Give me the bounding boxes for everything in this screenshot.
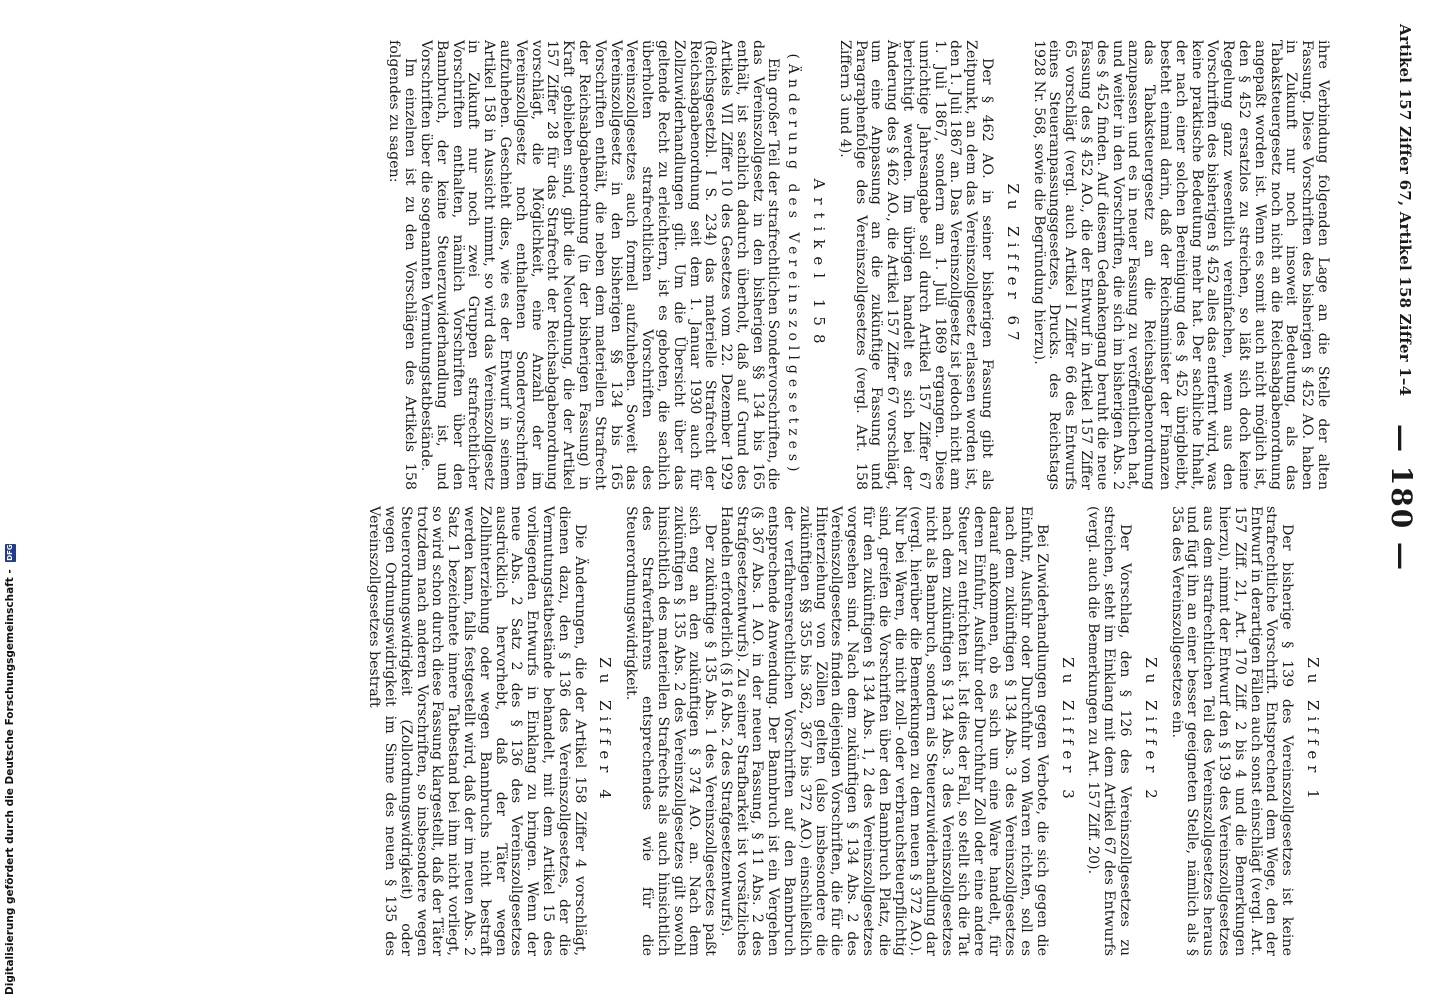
section-heading-ziffer-67: Zu Ziffer 67: [1003, 183, 1022, 347]
paragraph: Der Vorschlag, den § 126 des Vereinszollgesetzes zu streichen, steht im Einklang mit dem Artikel 67 des Entwurfs (vergl. auch die Bemerkungen zu Art. 157 Ziff. 20).: [1085, 506, 1134, 956]
digitization-credit: [2, 20, 20, 995]
paragraph: Der zukünftige § 135 Abs. 1 des Vereinszollgesetzes paßt sich eng an den zukünftigen § 374 AO. an. Nach dem zukünftigen § 135 Abs. 2 des Vereinszollgesetzes gilt sowohl hinsichtlich des materiellen Strafrechts als auch hinsichtlich des Strafverfahrens entsprechendes wie für die Steuerordnungswidrigkeit.: [623, 506, 719, 956]
paragraph: ihre Verbindung folgenden Lage an die Stelle der alten Fassung. Diese Vorschriften des bisherigen § 452 AO. haben in Zukunft nur noch insoweit Bedeutung, als das Tabaksteuergesetz noch nicht an die Reichsabgabenordnung angepaßt worden ist. Wenn es somit auch nicht möglich ist, den § 452 ersatzlos zu streichen, so läßt sich doch keine Regelung ganz wesentlich vereinfachen, wenn aus den Vorschriften des bisherigen § 452 alles das entfernt wird, was keine praktische Bedeutung mehr hat. Der sachliche Inhalt, der nach einer solchen Bereinigung des § 452 übrigbleibt, besteht einmal darin, daß der Reichsminister der Finanzen das Tabaksteuergesetz an die Reichsabgabenordnung anzupassen und es in neuer Fassung zu veröffentlichen hat, und weiter in den Vorschriften, die sich im bisherigen Abs. 2 des § 452 finden. Auf diesem Gedankengang beruht die neue Fassung des § 452 AO., die der Entwurf in Artikel 157 Ziffer 65 vorschlägt (vergl. auch Artikel I Ziffer 66 des Entwurfs eines Steueranpassungsgesetzes, Drucks. des Reichstags 1928 Nr. 568, sowie die Begründung hierzu).: [1030, 40, 1331, 490]
running-head: Artikel 157 Ziffer 67, Artikel 158 Ziffer 1–4: [1396, 24, 1414, 397]
left-column: [386, 40, 1330, 490]
paragraph: Bei Zuwiderhandlungen gegen Verbote, die sich gegen die Einfuhr, Ausfuhr oder Durchfuhr von Waren richten, soll es nach dem zukünftigen § 134 Abs. 3 des Vereinszollgesetzes darauf ankommen, ob es sich um eine Ware handelt, für deren Einfuhr, Ausfuhr oder Durchfuhr Zoll oder eine andere Steuer zu entrichten ist. Ist dies der Fall, so stellt sich die Tat nach dem zukünftigen § 134 Abs. 3 des Vereinszollgesetzes nicht als Bannbruch, sondern als Steuerzuwiderhandlung dar (vergl. hierüber die Bemerkungen zu dem neuen § 372 AO.). Nur bei Waren, die nicht zoll- oder verbrauchsteuerpflichtig sind, greifen die Vorschriften über den Bannbruch Platz, die für den zukünftigen § 134 Abs. 1, 2 des Vereinszollgesetzes vorgesehen sind. Nach dem zukünftigen § 134 Abs. 2 des Vereinszollgesetzes finden diejenigen Vorschriften, die für die Hinterziehung von Zöllen gelten (also insbesondere die zukünftigen §§ 355 bis 362, 367 bis 372 AO.) einschließlich der verfahrensrechtlichen Vorschriften auf den Bannbruch entsprechende Anwendung. Der Bannbruch ist ein Vergehen (§ 367 Abs. 1 AO. in der neuen Fassung, § 11 Abs. 2 des Strafgesetzentwurfs). Zu seiner Strafbarkeit ist vorsätzliches Handeln erforderlich (§ 16 Abs. 2 des Strafgesetzentwurfs).: [717, 506, 1050, 956]
section-heading-ziffer-2: Zu Ziffer 2: [1141, 657, 1160, 805]
paragraph: Die Änderungen, die der Artikel 158 Ziffer 4 vorschlägt, dienen dazu, den § 136 des Vereinszollgesetzes, der die Vermutungstatbestände behandelt, mit dem Artikel 15 des vorliegenden Entwurfs in Einklang zu bringen. Wenn der neue Abs. 2 Satz 2 des § 136 des Vereinszollgesetzes ausdrücklich hervorhebt, daß der Täter wegen Zollhinterziehung oder wegen Bannbruchs nicht bestraft werden kann, falls festgestellt wird, daß der im neuen Abs. 2 Satz 1 bezeichnete innere Tatbestand bei ihm nicht vorliegt, so wird schon durch diese Fassung klargestellt, daß der Täter trotzdem nach anderen Vorschriften, so insbesondere wegen Steuerordnungswidrigkeit (Zollordnungswidrigkeit) oder wegen Ordnungswidrigkeit im Sinne des neuen § 135 des Vereinszollgesetzes bestraft: [366, 506, 588, 956]
page-header: [1370, 16, 1418, 980]
right-column: [365, 506, 1330, 956]
paragraph: Der § 462 AO. in seiner bisherigen Fassung gibt als Zeitpunkt, an dem das Vereinszollgesetz erlassen worden ist, den 1. Juli 1867 an. Das Vereinszollgesetz ist jedoch nicht am 1. Juli 1867, sondern am 1. Juli 1869 ergangen. Diese unrichtige Jahresangabe soll durch Artikel 157 Ziffer 67 berichtigt werden. Im übrigen handelt es sich bei der Änderung des § 462 AO., die Artikel 157 Ziffer 67 vorschlägt, um eine Anpassung an die zukünftige Fassung und Paragraphenfolge des Vereinszollgesetzes (vergl. Art. 158 Ziffern 3 und 4).: [836, 40, 996, 490]
section-heading-ziffer-1: Zu Ziffer 1: [1304, 657, 1322, 805]
paragraph: Im einzelnen ist zu den Vorschlägen des Artikels 158 folgendes zu sagen:: [386, 40, 419, 490]
page-number: — 180 —: [1385, 424, 1418, 572]
section-subheading: (Änderung des Vereinszollgesetzes): [785, 53, 802, 477]
paragraph: Der bisherige § 139 des Vereinszollgesetzes ist keine strafrechtliche Vorschrift. Entsprechend dem Wege, den der Entwurf in derartigen Fällen auch sonst einschlägt (vergl. Art. 157 Ziff. 21, Art. 170 Ziff. 2 bis 4 und die Bemerkungen hierzu), nimmt der Entwurf den § 139 des Vereinszollgesetzes aus dem strafrechtlichen Teil des Vereinszollgesetzes heraus und fügt ihn an einer besser geeigneten Stelle, nämlich als § 35a des Vereinszollgesetzes ein.: [1168, 506, 1296, 956]
credit-text: Digitalisierung gefördert durch die Deutsche Forschungsgemeinschaft -: [4, 569, 16, 995]
section-heading-artikel-158: Artikel 158: [810, 178, 829, 352]
section-heading-ziffer-4: Zu Ziffer 4: [596, 657, 615, 805]
paragraph: Ein großer Teil der strafrechtlichen Sondervorschriften, die das Vereinszollgesetz in den bisherigen §§ 134 bis 165 enthält, ist sachlich dadurch überholt, daß auf Grund des Artikels VII Ziffer 10 des Gesetzes vom 22. Dezember 1929 (Reichsgesetzbl. I S. 234) das materielle Strafrecht der Reichsabgabenordnung seit dem 1. Januar 1930 auch für Zollzuwiderhandlungen gilt. Um die Übersicht über das geltende Recht zu erleichtern, ist es geboten, die sachlich überholten strafrechtlichen Vorschriften des Vereinszollgesetzes auch formell aufzuheben. Soweit das Vereinszollgesetz in den bisherigen §§ 134 bis 165 Vorschriften enthält, die neben dem materiellen Strafrecht der Reichsabgabenordnung (in der bisherigen Fassung) in Kraft geblieben sind, gibt die Neuordnung, die der Artikel 157 Ziffer 28 für das Strafrecht der Reichsabgabenordnung vorschlägt, die Möglichkeit, eine Anzahl der im Vereinszollgesetz noch enthaltenen Sondervorschriften aufzuheben. Geschieht dies, wie es der Entwurf in seinem Artikel 158 in Aussicht nimmt, so wird das Vereinszollgesetz in Zukunft nur noch zwei Gruppen strafrechtlicher Vorschriften enthalten, nämlich Vorschriften über den Bannbruch, der keine Steuerzuwiderhandlung ist, und Vorschriften über die sogenannten Vermutungstatbestände.: [417, 40, 782, 490]
section-heading-ziffer-3: Zu Ziffer 3: [1058, 657, 1077, 805]
dfg-logo-icon: DFG: [5, 544, 14, 561]
